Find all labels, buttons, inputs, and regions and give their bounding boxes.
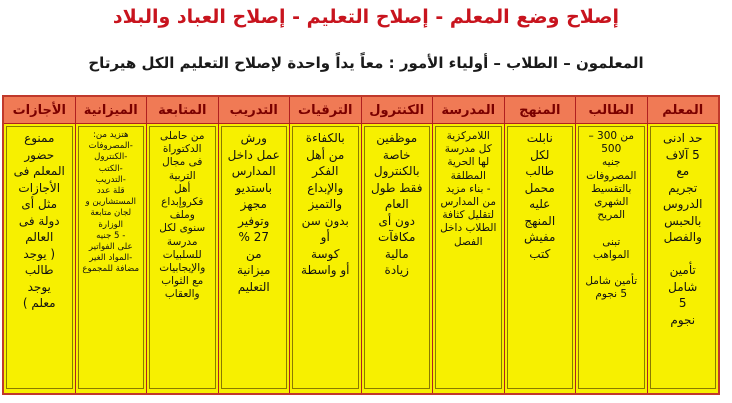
page-title: إصلاح وضع المعلم - إصلاح التعليم - إصلاح العباد والبلاد — [112, 6, 620, 28]
column-student — [575, 97, 647, 393]
column-header: المعلم — [648, 97, 719, 124]
column-cell: بالكفاءة من أهل الفكر والإبداع والتميز بدون سن أو كوسة أو واسطة — [293, 127, 358, 388]
cell-frame — [435, 126, 502, 389]
page-subtitle: المعلمون – الطلاب – أولياء الأمور : معاً يداً واحدة لإصلاح التعليم الكل هيرتاح — [88, 54, 644, 72]
column-teacher — [647, 97, 719, 393]
column-cell: نابلت لكل طالب محمل عليه المنهج مفيش كتب — [508, 127, 573, 388]
column-header: المنهج — [505, 97, 576, 124]
cell-frame — [650, 126, 717, 389]
column-header: الطالب — [576, 97, 647, 124]
cell-frame — [364, 126, 431, 389]
column-header: المدرسة — [433, 97, 504, 124]
column-cell: من حاملى الدكتوراة فى مجال التربية أهل فكروإبداع وملف سنوى لكل مدرسة للسلبيات والإيجابيات مع الثواب والعقاب — [150, 127, 215, 388]
column-cell: اللامركزية كل مدرسة لها الحرية المطلقة - بناء مزيد من المدارس لتقليل كثافة الطلاب داخل الفصل — [436, 127, 501, 388]
cell-frame — [78, 126, 145, 389]
column-header: الميزانية — [76, 97, 147, 124]
column-vacations — [4, 97, 75, 393]
column-promotions — [289, 97, 361, 393]
column-training — [218, 97, 290, 393]
column-cell: هتزيد من: -المصروفات -الكنترول -الكتب -التدريب قلة عدد المستشارين و لجان متابعة الوزارة - 5 جنيه على الفواتير -المواد الغير مضافة للمجموع — [79, 127, 144, 388]
column-cell: ورش عمل داخل المدارس باستديو مجهز وتوفير 27 % من ميزانية التعليم — [222, 127, 287, 388]
column-header: المتابعة — [147, 97, 218, 124]
column-cell: من 300 – 500 جنيه المصروفات بالتقسيط الشهرى المريح تبنى المواهب تأمين شامل 5 نجوم — [579, 127, 644, 388]
cell-frame — [149, 126, 216, 389]
column-header: التدريب — [219, 97, 290, 124]
column-followup — [146, 97, 218, 393]
column-cell: موظفين خاصة بالكنترول فقط طول العام دون أى مكافآت مالية زيادة — [365, 127, 430, 388]
column-cell: حد ادنى 5 آلاف مع تجريم الدروس بالحبس والفصل تأمين شامل 5 نجوم — [651, 127, 716, 388]
column-header: الكنترول — [362, 97, 433, 124]
cell-frame — [292, 126, 359, 389]
cell-frame — [221, 126, 288, 389]
column-control — [361, 97, 433, 393]
column-budget — [75, 97, 147, 393]
cell-frame — [578, 126, 645, 389]
column-cell: ممنوع حضور المعلم فى الأجازات مثل أى دولة فى العالم ( يوجد طالب يوجد معلم ) — [7, 127, 72, 388]
cell-frame — [6, 126, 73, 389]
column-curriculum — [504, 97, 576, 393]
column-school — [432, 97, 504, 393]
reform-table — [2, 95, 720, 395]
column-header: الأجازات — [4, 97, 75, 124]
column-header: الترقيات — [290, 97, 361, 124]
cell-frame — [507, 126, 574, 389]
